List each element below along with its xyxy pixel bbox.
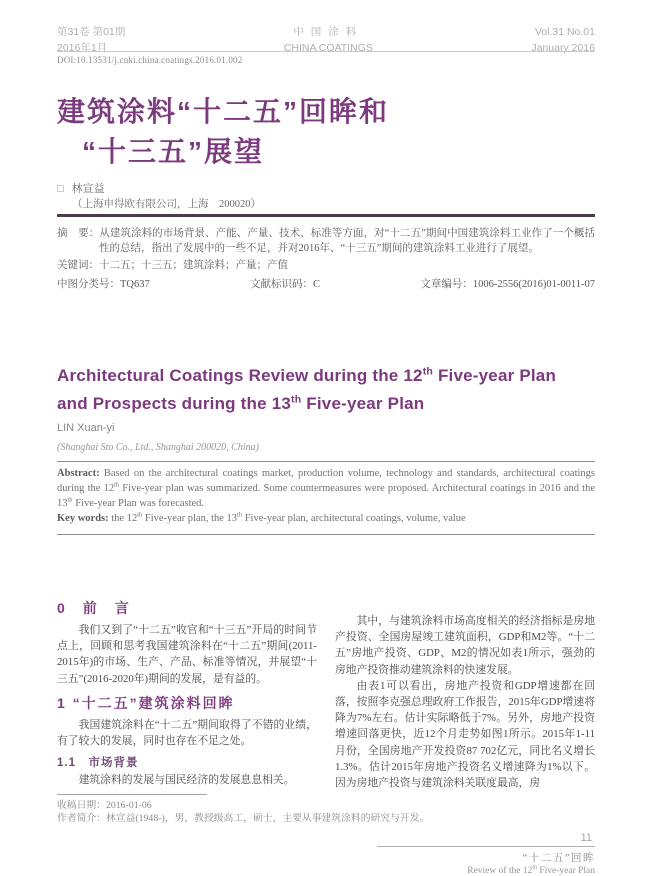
footnote <box>57 794 595 825</box>
abstract-en-seg: Based on the architectural coatings market, production volume, technology and standards, architectural coatings during the 12 <box>57 468 595 494</box>
section-heading-0: 0 前 言 <box>57 600 131 616</box>
abstract-section-cn <box>57 226 595 292</box>
keywords-en-seg: the 12 <box>108 512 138 524</box>
title-en-seg: Five-year Plan <box>301 393 425 413</box>
abstract-en-sup: th <box>67 496 73 504</box>
title-en-seg: Architectural Coatings Review during the 12 <box>57 366 423 385</box>
abstract-en-seg: Five-year plan was summarized. Some countermeasures were proposed. Architectural coatings in 2016 and the 13 <box>57 482 595 509</box>
volume-issue-en: Vol.31 No.01 <box>534 26 595 38</box>
article-title-en <box>57 362 595 417</box>
keywords-label-en: Key words: <box>57 512 109 524</box>
abstract-en-sup: th <box>114 481 120 489</box>
title-en-seg: and Prospects during the 13 <box>57 393 292 413</box>
left-column <box>57 598 317 788</box>
paragraph: 其中，与建筑涂料市场高度相关的经济指标是房地产投资、全国房屋竣工建筑面积，GDP和M2等。“十二五”房地产投资、GDP、M2的情况如表1所示，强劲的房地产投资推动建筑涂料的快速发展。 <box>335 615 595 676</box>
title-en-sup: th <box>291 392 302 405</box>
keywords-en-sup: th <box>137 511 143 519</box>
footer-rule <box>377 846 595 847</box>
masthead-divider <box>57 51 595 52</box>
keywords-en <box>57 512 595 527</box>
paragraph: 建筑涂料的发展与国民经济的发展息息相关。 <box>78 774 295 787</box>
keywords-cn <box>57 258 595 273</box>
author-marker: □ <box>57 183 64 195</box>
abstract-label-cn: 摘 要： <box>57 228 100 239</box>
abstract-section-en <box>57 461 595 535</box>
article-number: 文章编号：1006-2556(2016)01-0011-07 <box>420 278 595 290</box>
journal-name-en: CHINA COATINGS <box>283 42 373 55</box>
footnote-rule <box>57 794 207 795</box>
keywords-en-seg: Five-year plan, architectural coatings, volume, value <box>242 512 466 524</box>
paragraph: 由表1可以看出，房地产投资和GDP增速都在回落，按照李克强总理政府工作报告，2015年GDP增速将降为7%左右。估计实际略低于7%。另外，房地产投资增速回落更快，近12个月走势如图1所示。2015年1-11月份，全国房地产开发投资87 702亿元，同比名义增长1.3%。估计2015年房地产投资名义增速降为1%以下。因为房地产投资与建筑涂料关联度最高，房 <box>335 679 595 789</box>
column-title-en <box>57 866 595 876</box>
affiliation-cn: （上海申得欧有限公司，上海 200020） <box>72 199 261 210</box>
author-row <box>57 180 595 196</box>
column-title-cn: “十二五”回眸 <box>522 853 595 864</box>
clc-number: 中图分类号：TQ637 <box>57 278 150 290</box>
subsection-heading-1-1: 1.1 市场背景 <box>57 757 139 770</box>
received-date: 收稿日期：2016-01-06 <box>57 800 152 811</box>
paragraph: 我国建筑涂料在“十二五”期间取得了不错的业绩，有了较大的发展，同时也存在不足之处。 <box>57 718 317 747</box>
author-bio: 作者简介：林宣益(1948-)，男，教授级高工，硕士，主要从事建筑涂料的研究与开发。 <box>57 813 430 825</box>
column-title-en-seg: Five-year Plan <box>536 866 595 876</box>
date-cn: 2016年1月 <box>57 42 108 55</box>
article-title-cn <box>57 92 595 172</box>
title-en-sup: th <box>422 365 434 378</box>
abstract-cn <box>57 226 595 256</box>
article-title-cn-line2: “十三五”展望 <box>82 136 265 168</box>
paragraph: 我们又到了“十二五”收官和“十三五”开局的时间节点上，回顾和思考我国建筑涂料在“十二五”期间(2011-2015年)的市场、生产、产品、标准等情况，并展望“十三五”(2016-2020年)期间的发展，是有益的。 <box>57 624 317 685</box>
volume-issue-cn: 第31卷 第01期 <box>57 26 126 38</box>
column-title-en-sup: th <box>532 864 537 871</box>
abstract-en <box>57 467 595 512</box>
doi-line: DOI:10.13531/j.cnki.china.coatings.2016.01.002 <box>57 55 243 65</box>
right-column <box>335 613 595 791</box>
title-en-seg: Five-year Plan <box>433 366 557 385</box>
abstract-label-en: Abstract: <box>57 468 100 479</box>
keywords-label-cn: 关键词： <box>57 260 99 272</box>
date-en: January 2016 <box>531 42 595 55</box>
author-name-en: LIN Xuan-yi <box>57 422 115 434</box>
abstract-text-cn: 从建筑涂料的市场背景、产能、产量、技术、标准等方面，对“十二五”期间中国建筑涂料工业作了一个概括性的总结，指出了发展中的一些不足，并对2016年、“十三五”期间的建筑涂料工业进行了展望。 <box>99 228 595 255</box>
article-meta-row <box>57 277 595 292</box>
keywords-en-sup: th <box>237 511 243 519</box>
section-heading-1: 1 “十二五”建筑涂料回眸 <box>57 694 235 711</box>
page-number: 11 <box>580 832 592 844</box>
column-title-en-seg: Review of the 12 <box>467 866 533 876</box>
document-code: 文献标识码：C <box>250 278 321 290</box>
affiliation-en: (Shanghai Sto Co., Ltd., Shanghai 200020, China) <box>57 442 259 453</box>
title-divider-rule <box>57 214 595 217</box>
keywords-text-cn: 十二五；十三五；建筑涂料；产量；产值 <box>99 260 288 272</box>
author-name-cn: 林宣益 <box>71 183 105 195</box>
abstract-en-seg: Five-year Plan was forecasted. <box>72 497 205 509</box>
keywords-en-seg: Five-year plan, the 13 <box>142 512 238 524</box>
journal-name-cn: 中国涂料 <box>293 26 364 38</box>
page-footer <box>57 832 595 876</box>
article-title-cn-line1: 建筑涂料“十二五”回眸和 <box>57 96 390 127</box>
